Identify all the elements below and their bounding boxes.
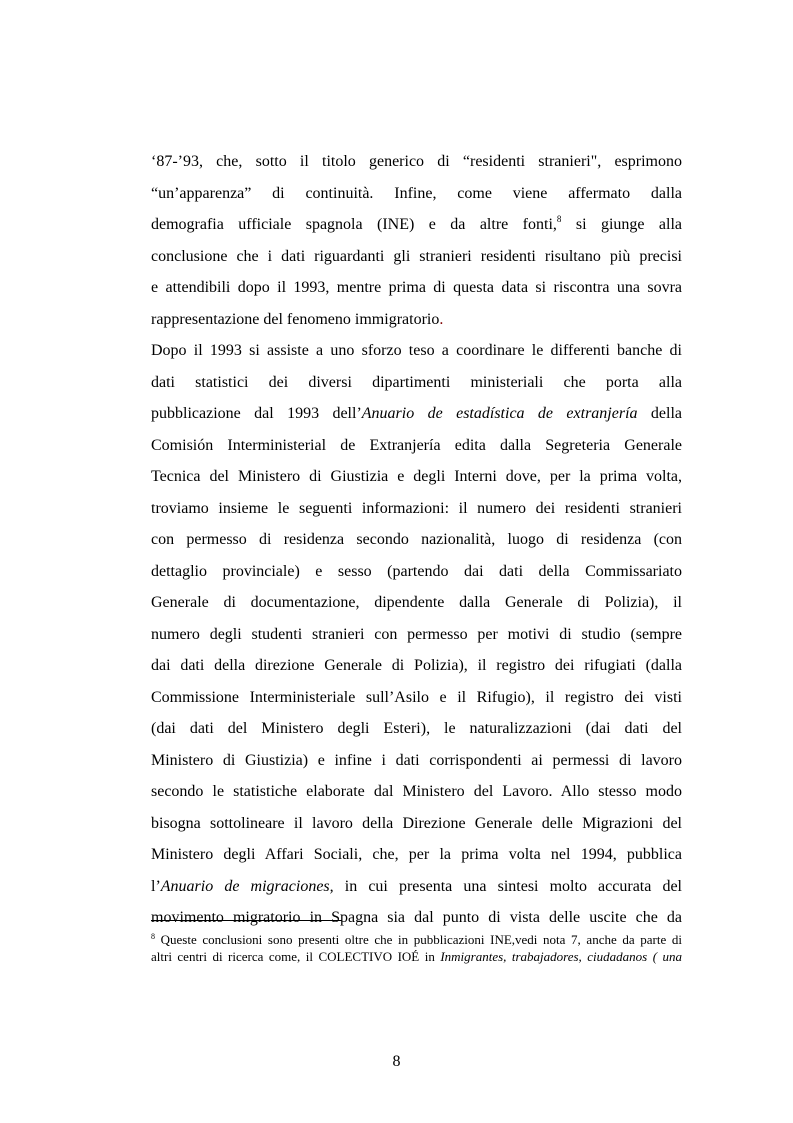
text-line: “un’apparenza” di continuità. Infine, come viene affermato dalla bbox=[151, 184, 682, 202]
text-line: Ministero degli Affari Sociali, che, per la prima volta nel 1994, pubblica bbox=[151, 846, 682, 863]
text-line: dai dati della direzione Generale di Polizia), il registro dei rifugiati (dalla bbox=[151, 657, 682, 674]
text-segment: Queste conclusioni sono presenti oltre che in pubblicazioni INE,vedi nota 7, anche da parte di bbox=[155, 932, 682, 947]
italic-title: Anuario de estadística de extranjería bbox=[361, 405, 638, 422]
text-line: troviamo insieme le seguenti informazioni: il numero dei residenti stranieri bbox=[151, 499, 682, 517]
text-line bbox=[151, 209, 682, 241]
italic-title: Anuario de migraciones, bbox=[160, 877, 334, 895]
text-line bbox=[151, 304, 682, 336]
text-line: con permesso di residenza secondo nazionalità, luogo di residenza (con bbox=[151, 531, 682, 548]
page-number: 8 bbox=[392, 1053, 401, 1070]
text-line: numero degli studenti stranieri con permesso per motivi di studio (sempre bbox=[151, 625, 682, 643]
footnote-line bbox=[151, 948, 682, 965]
text-line: Ministero di Giustizia) e infine i dati corrispondenti ai permessi di lavoro bbox=[151, 751, 682, 769]
text-line: secondo le statistiche elaborate dal Ministero del Lavoro. Allo stesso modo bbox=[151, 783, 682, 800]
text-line: Generale di documentazione, dipendente dalla Generale di Polizia), il bbox=[151, 594, 682, 611]
footnote-separator bbox=[151, 920, 342, 921]
footnote bbox=[151, 931, 682, 965]
text-line bbox=[151, 398, 682, 430]
text-line: Dopo il 1993 si assiste a uno sforzo teso a coordinare le differenti banche di bbox=[151, 342, 682, 359]
text-line: bisogna sottolineare il lavoro della Direzione Generale delle Migrazioni del bbox=[151, 814, 682, 832]
text-line: movimento migratorio in Spagna sia dal punto di vista delle uscite che da bbox=[151, 909, 682, 926]
text-line: Tecnica del Ministero di Giustizia e degli Interni dove, per la prima volta, bbox=[151, 468, 682, 485]
text-line: Commissione Interministeriale sull’Asilo e il Rifugio), il registro dei visti bbox=[151, 688, 682, 706]
text-line: dettaglio provinciale) e sesso (partendo dai dati della Commissariato bbox=[151, 562, 682, 580]
text-line: ‘87-’93, che, sotto il titolo generico di “residenti stranieri", esprimono bbox=[151, 153, 682, 170]
text-line bbox=[151, 871, 682, 903]
italic-title: Inmigrantes, trabajadores, ciudadanos ( una bbox=[440, 949, 682, 964]
text-segment: l’ bbox=[151, 877, 161, 895]
period-mark: . bbox=[439, 310, 444, 328]
text-segment: pubblicazione dal 1993 dell’ bbox=[151, 405, 362, 422]
body-text bbox=[151, 146, 682, 934]
text-line: conclusione che i dati riguardanti gli stranieri residenti risultano più precisi bbox=[151, 247, 682, 265]
footnote-reference[interactable]: 8 bbox=[556, 214, 562, 224]
text-segment: della bbox=[637, 405, 682, 422]
text-segment: in cui presenta una sintesi molto accurata del bbox=[333, 877, 682, 895]
text-line: e attendibili dopo il 1993, mentre prima di questa data si riscontra una sovra bbox=[151, 279, 682, 296]
footnote-line bbox=[151, 931, 682, 948]
text-segment: altri centri di ricerca come, il COLECTIVO IOÉ in bbox=[151, 949, 441, 964]
text-line: (dai dati del Ministero degli Esteri), le naturalizzazioni (dai dati del bbox=[151, 720, 682, 737]
text-segment: si giunge alla bbox=[561, 216, 683, 233]
text-line: dati statistici dei diversi dipartimenti ministeriali che porta alla bbox=[151, 373, 682, 391]
text-segment: demografia ufficiale spagnola (INE) e da altre fonti, bbox=[151, 216, 557, 233]
text-segment: rappresentazione del fenomeno immigratorio bbox=[151, 310, 440, 328]
text-line: Comisión Interministerial de Extranjería edita dalla Segreteria Generale bbox=[151, 436, 682, 454]
footnote-number: 8 bbox=[151, 932, 155, 941]
